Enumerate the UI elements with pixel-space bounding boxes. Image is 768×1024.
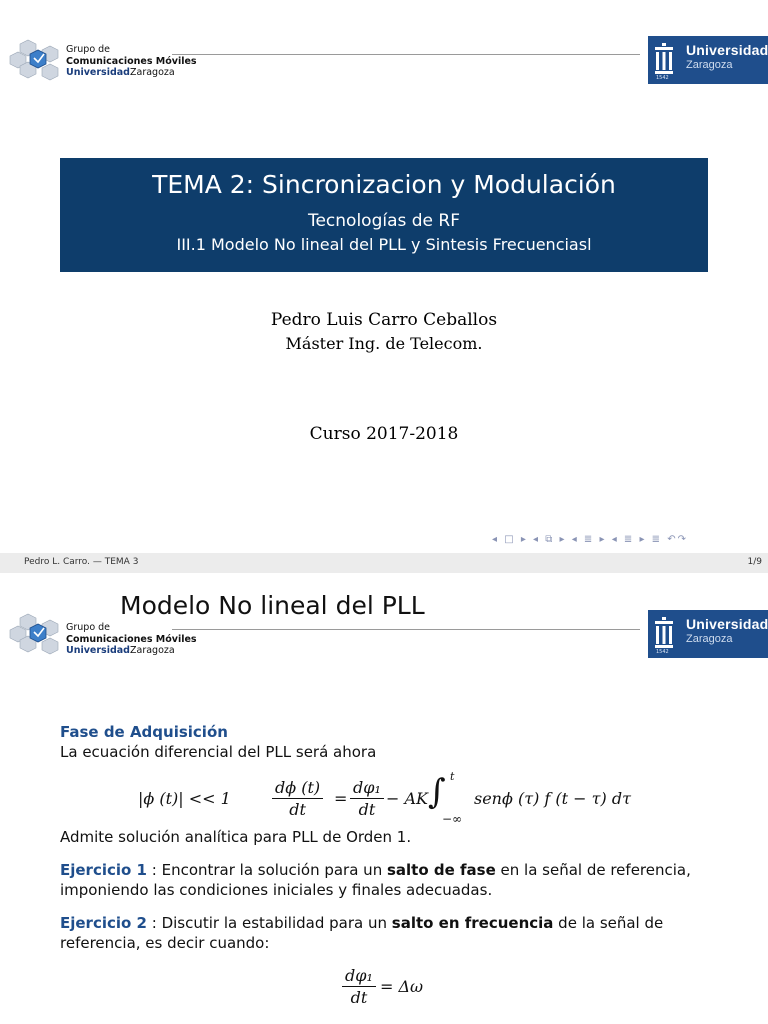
group-logo-icon bbox=[6, 36, 66, 84]
frequency-step-equation: $\frac{\text{dφ₁}}{dt}$ = Δω bbox=[342, 966, 462, 1010]
header-divider bbox=[172, 54, 640, 55]
group-logo-text: Grupo de Comunicaciones Móviles UniversidadZaragoza bbox=[66, 622, 197, 656]
intro-text: La ecuación diferencial del PLL será ahora bbox=[60, 743, 377, 761]
exercise-1: Ejercicio 1 : Encontrar la solución para un salto de fase en la señal de referencia, imponiendo las condiciones iniciales y finales adecuadas. bbox=[60, 861, 691, 899]
course-year: Curso 2017-2018 bbox=[309, 424, 459, 444]
institution: Máster Ing. de Telecom. bbox=[285, 334, 483, 353]
slide-subtitle: Tecnologías de RF bbox=[307, 211, 461, 231]
footer-author: Pedro L. Carro. — TEMA 3 bbox=[24, 557, 139, 567]
author: Pedro Luis Carro Ceballos bbox=[270, 310, 498, 330]
exercise-2: Ejercicio 2 : Discutir la estabilidad para un salto en frecuencia de la señal de referencia, es decir cuando: bbox=[60, 914, 664, 952]
group-logo-icon bbox=[6, 610, 66, 658]
header-divider bbox=[172, 629, 640, 630]
university-logo: Universidad Zaragoza 1542 bbox=[648, 610, 768, 658]
differential-equation: |ϕ (t)| << 1 $\frac{d\phi (t)}{dt}$ = $\frac{\text{dφ₁}}{dt}$ − AK ∫ t −∞ senϕ (τ) f (t − τ) dτ bbox=[138, 770, 631, 826]
university-tower-icon bbox=[654, 617, 674, 651]
page-number: 1/9 bbox=[747, 557, 762, 567]
frame-title: Modelo No lineal del PLL bbox=[120, 591, 425, 620]
university-tower-icon bbox=[654, 43, 674, 77]
university-logo: Universidad Zaragoza 1542 bbox=[648, 36, 768, 84]
admite-text: Admite solución analítica para PLL de Orden 1. bbox=[60, 828, 412, 846]
group-logo-text: Grupo de Comunicaciones Móviles UniversidadZaragoza bbox=[66, 44, 197, 78]
slide-subtitle-2: III.1 Modelo No lineal del PLL y Sintesis Frecuenciasl bbox=[176, 235, 592, 254]
footer-bar bbox=[0, 553, 768, 573]
title-box bbox=[60, 158, 708, 272]
beamer-navigation[interactable]: ◂ □ ▸ ◂ ⧉ ▸ ◂ ≣ ▸ ◂ ≣ ▸ ≣ ↶↷ bbox=[492, 534, 688, 545]
slide-title: TEMA 2: Sincronizacion y Modulación bbox=[152, 170, 616, 199]
section-title: Fase de Adquisición bbox=[60, 723, 228, 741]
